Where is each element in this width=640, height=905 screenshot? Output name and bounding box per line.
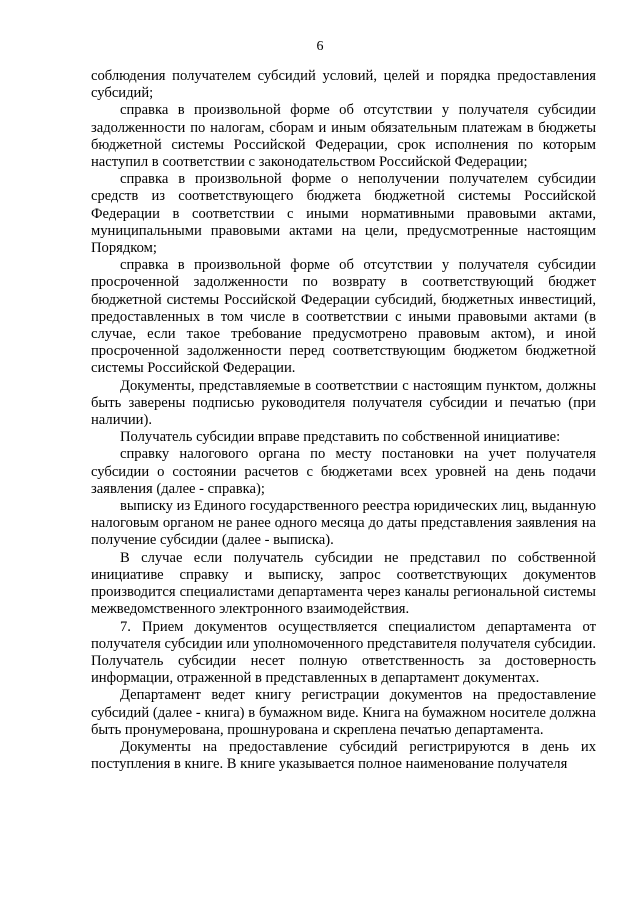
paragraph-own-initiative: Получатель субсидии вправе представить по собственной инициативе: [120,429,561,446]
paragraph-registration-day: Документы на предоставление субсидий регистрируются в день их поступления в книге. В книге указывается полное наименование получателя [91,738,596,773]
paragraph-registration-book: Департамент ведет книгу регистрации документов на предоставление субсидий (далее - книга) в бумажном виде. Книга на бумажном носителе должна быть пронумерована, прошнурована и скреплена печатью департамента. [91,687,596,738]
paragraph-document-certification: Документы, представляемые в соответствии с настоящим пунктом, должны быть заверены подписью руководителя получателя субсидии и печатью (при наличии). [91,377,596,429]
paragraph-overdue-debt-certificate: справка в произвольной форме об отсутствии у получателя субсидии просроченной задолженности по возврату в соответствующий бюджет бюджетной системы Российской Федерации субсидий, бюджетных инвестиций, предоставленных в том числе в соответствии с иными правовыми актами (в случае, если такое требование предусмотрено правовым актом), и иной просроченной задолженности перед соответствующим бюджетом бюджетной системы Российской Федерации. [91,257,596,377]
document-body [91,68,596,773]
paragraph-section-7: 7. Прием документов осуществляется специалистом департамента от получателя субсидии или уполномоченного представителя получателя субсидии. Получатель субсидии несет полную ответственность за достоверность информации, отраженной в представленных в департамент документах. [91,618,596,687]
paragraph-non-receipt-certificate: справка в произвольной форме о неполучении получателем субсидии средств из соответствующего бюджета бюджетной системы Российской Федерации в соответствии с иными нормативными правовыми актами, муниципальными правовыми актами на цели, предусмотренные настоящим Порядком; [91,171,596,257]
paragraph-continuation: соблюдения получателем субсидий условий, целей и порядка предоставления субсидий; [91,68,596,102]
paragraph-tax-debt-certificate: справка в произвольной форме об отсутствии у получателя субсидии задолженности по налогам, сборам и иным обязательным платежам в бюджеты бюджетной системы Российской Федерации, срок исполнения по которым наступил в соответствии с законодательством Российской Федерации; [91,102,596,171]
paragraph-registry-extract: выписку из Единого государственного реестра юридических лиц, выданную налоговым органом не ранее одного месяца до даты представления заявления на получение субсидии (далее - выписка). [91,498,596,549]
page-number: 6 [316,39,324,54]
paragraph-interagency-request: В случае если получатель субсидии не представил по собственной инициативе справку и выписку, запрос соответствующих документов производится специалистами департамента через каналы региональной системы межведомственного электронного взаимодействия. [91,549,596,618]
paragraph-tax-office-certificate: справку налогового органа по месту постановки на учет получателя субсидии о состоянии расчетов с бюджетами всех уровней на день подачи заявления (далее - справка); [91,446,596,497]
